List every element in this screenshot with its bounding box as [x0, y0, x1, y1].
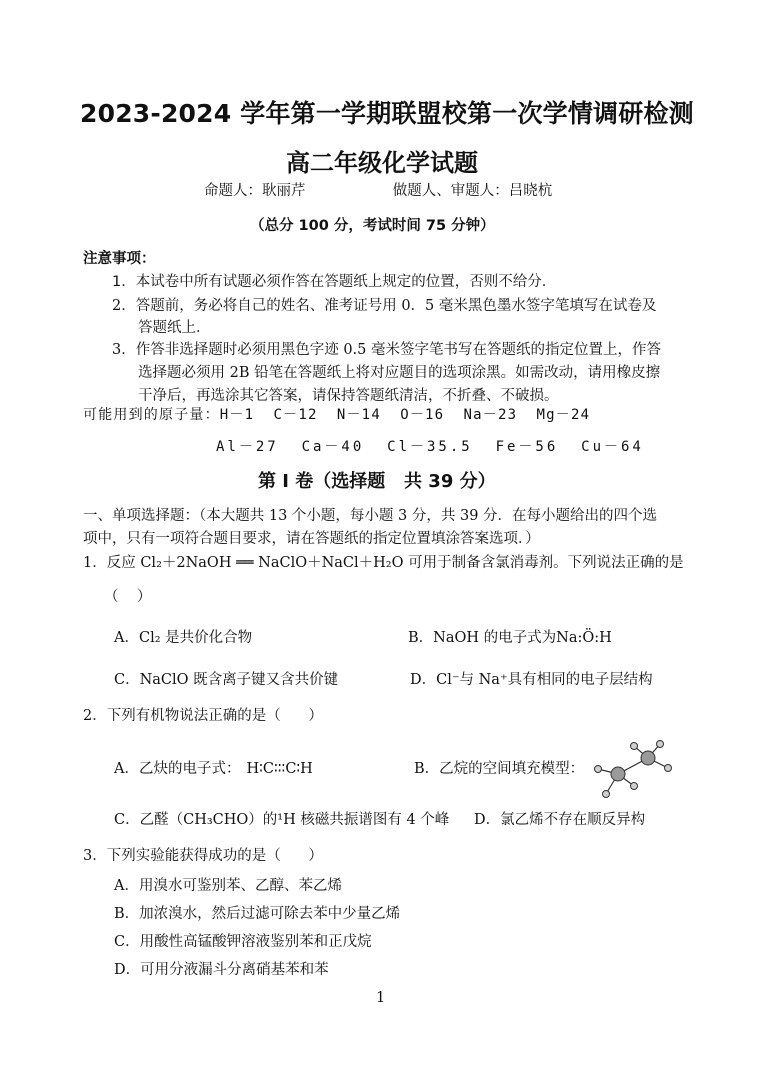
question-1-option-c: C．NaClO 既含离子键又含共价键 [114, 672, 339, 688]
authors-line: 命题人：耿丽芹 做题人、审题人：吕晓杭 [204, 183, 553, 199]
question-1-blank: （ ） [104, 589, 152, 605]
score-info: （总分 100 分，考试时间 75 分钟） [250, 218, 495, 234]
ethane-space-filling-model [588, 738, 678, 804]
question-2-option-c: C．乙醛（CH₃CHO）的¹H 核磁共振谱图有 4 个峰 [114, 812, 450, 828]
naoh-electron-formula: Na:Ö:H [556, 630, 612, 646]
section-instructions-line-2: 项中，只有一项符合题目要求，请在答题纸的指定位置填涂答案选项．） [83, 531, 540, 547]
exam-title: 2023-2024 学年第一学期联盟校第一次学情调研检测 [80, 99, 694, 128]
question-2-option-b: B．乙烷的空间填充模型： [414, 761, 585, 777]
section-instructions-line-1: 一、单项选择题：（本大题共 13 个小题，每小题 3 分，共 39 分．在每小题给出的四个选 [83, 508, 658, 524]
question-3-option-a: A．用溴水可鉴别苯、乙醇、苯乙烯 [114, 878, 342, 894]
question-3-option-b: B．加浓溴水，然后过滤可除去苯中少量乙烯 [114, 906, 401, 922]
atomic-masses-line-2: Al－27 Ca－40 Cl－35.5 Fe－56 Cu－64 [216, 439, 644, 455]
note-item-3-cont1: 选择题必须用 2B 铅笔在答题纸上将对应题目的选项涂黑。如需改动，请用橡皮擦 [138, 365, 661, 381]
acetylene-electron-formula: H∶C∶∶∶C∶H [246, 761, 313, 777]
question-1-option-b [408, 626, 612, 647]
note-item-3-cont2: 干净后，再选涂其它答案，请保持答题纸清洁，不折叠、不破损。 [138, 388, 559, 404]
notes-heading: 注意事项： [83, 251, 156, 267]
exam-subtitle: 高二年级化学试题 [286, 149, 478, 177]
note-item-2-cont: 答题纸上． [138, 320, 211, 336]
question-2-option-a [114, 757, 313, 778]
note-item-1: 1．本试卷中所有试题必须作答在答题纸上规定的位置，否则不给分． [112, 274, 557, 290]
question-1-option-b-label: B．NaOH 的电子式为 [408, 630, 557, 646]
question-3-stem: 3．下列实验能获得成功的是（ ） [83, 848, 323, 864]
question-1-option-a: A．Cl₂ 是共价化合物 [114, 630, 253, 646]
note-item-3: 3．作答非选择题时必须用黑色字迹 0.5 毫米签字笔书写在答题纸的指定位置上，作答 [112, 342, 662, 358]
question-3-option-d: D．可用分液漏斗分离硝基苯和苯 [114, 962, 329, 978]
question-2-option-a-label: A．乙炔的电子式： [114, 761, 241, 777]
question-2-stem: 2．下列有机物说法正确的是（ ） [83, 708, 323, 724]
atomic-masses-line-1: 可能用到的原子量：H－1 C－12 N－14 O－16 Na－23 Mg－24 [83, 407, 591, 423]
page-number: 1 [376, 990, 386, 1006]
question-1-option-d: D．Cl⁻与 Na⁺具有相同的电子层结构 [410, 672, 653, 688]
question-1-stem: 1．反应 Cl₂＋2NaOH ══ NaClO＋NaCl＋H₂O 可用于制备含氯消毒剂。下列说法正确的是 [83, 555, 684, 571]
question-3-option-c: C．用酸性高锰酸钾溶液鉴别苯和正戊烷 [114, 934, 372, 950]
question-2-option-d: D．氯乙烯不存在顺反异构 [474, 812, 646, 828]
section-title: 第 I 卷（选择题 共 39 分） [258, 471, 496, 492]
note-item-2: 2．答题前，务必将自己的姓名、准考证号用 0．5 毫米黑色墨水签字笔填写在试卷及 [112, 298, 657, 314]
